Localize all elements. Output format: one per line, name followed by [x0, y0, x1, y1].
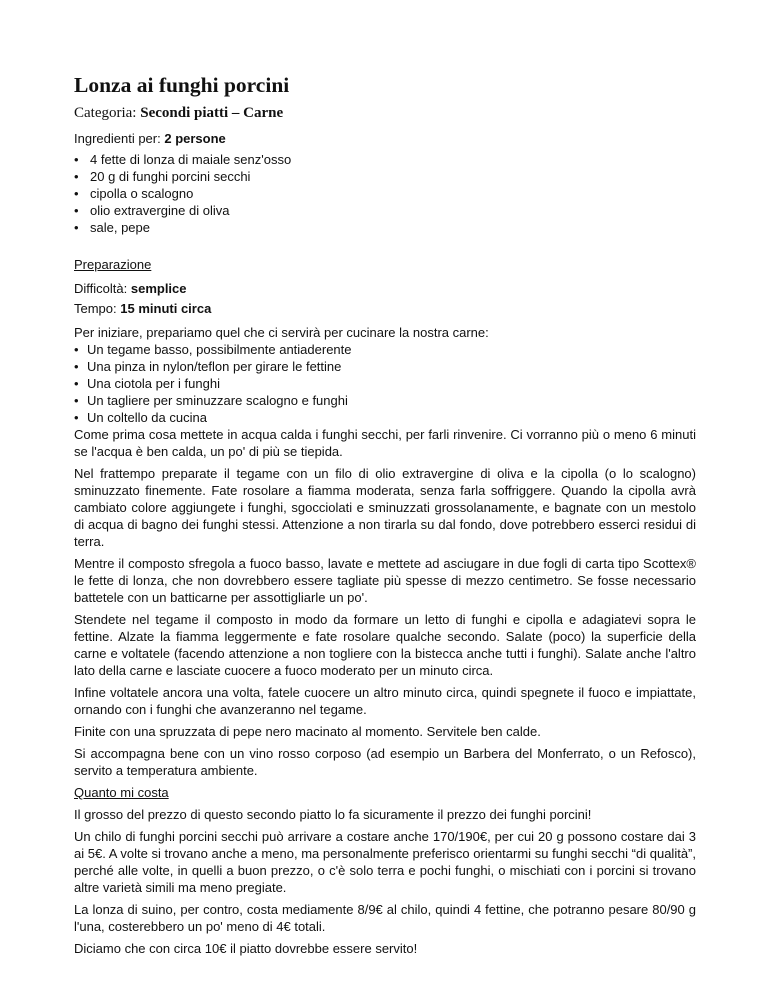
- ingredient-text: cipolla o scalogno: [90, 186, 194, 201]
- preparation-paragraph: Finite con una spruzzata di pepe nero macinato al momento. Servitele ben calde.: [74, 724, 541, 739]
- ingredient-text: 4 fette di lonza di maiale senz'osso: [90, 152, 292, 167]
- bullet: •: [74, 376, 79, 391]
- time-line: [74, 300, 696, 317]
- ingredient-item: [74, 219, 696, 236]
- ingredient-text: 20 g di funghi porcini secchi: [90, 169, 251, 184]
- bullet: •: [74, 359, 79, 374]
- category-value: Secondi piatti – Carne: [140, 105, 284, 121]
- servings-line: [74, 130, 696, 147]
- preparation-paragraph: Stendete nel tegame il composto in modo da formare un letto di funghi e cipolla e adagiatevi sopra le fettine. Alzate la fiamma leggermente e fate rosolare qualche secondo. Salate (poco) la superficie della carne e voltatele (facendo attenzione a non togliere con la bistecca anche tutti i funghi). Salate anche l'altro lato della carne e lasciate cuocere a fuoco moderato per un minuto circa.: [74, 612, 696, 678]
- tool-text: Una ciotola per i funghi: [87, 376, 220, 391]
- tool-item: [74, 375, 696, 392]
- cost-paragraph: La lonza di suino, per contro, costa mediamente 8/9€ al chilo, quindi 4 fettine, che potranno pesare 80/90 g l'una, costerebbero un po' meno di 4€ totali.: [74, 902, 696, 934]
- bullet: •: [74, 203, 79, 218]
- bullet: •: [74, 393, 79, 408]
- ingredient-item: [74, 202, 696, 219]
- preparation-paragraph: Infine voltatele ancora una volta, fatele cuocere un altro minuto circa, quindi spegnete il fuoco e impiattate, ornando con i funghi che avanzeranno nel tegame.: [74, 685, 696, 717]
- recipe-title: Lonza ai funghi porcini: [74, 73, 290, 97]
- ingredient-item: [74, 151, 696, 168]
- category-line: [74, 103, 283, 123]
- preparation-paragraph: Nel frattempo preparate il tegame con un filo di olio extravergine di oliva e la cipolla (o lo scalogno) sminuzzato finemente. Fate rosolare a fiamma moderata, senza farla soffriggere. Quando la cipolla avrà cambiato colore aggiungete i funghi, sgocciolati e sminuzzati grossolanamente, e bagnate con un mestolo di acqua di bagno dei funghi stessi. Attenzione a non tirarla su dal fondo, dove potrebbero esserci residui di terra.: [74, 466, 696, 549]
- ingredients-list: [74, 151, 696, 236]
- cost-paragraph: Un chilo di funghi porcini secchi può arrivare a costare anche 170/190€, per cui 20 g possono costare dai 3 ai 5€. A volte si trovano anche a meno, ma personalmente preferisco orientarmi su funghi secchi “di qualità”, perché alle volte, in quelli a buon prezzo, o c'è solo terra e pochi funghi, o mischiati con i porcini si trovano altre varietà simili ma meno pregiate.: [74, 829, 696, 895]
- bullet: •: [74, 186, 79, 201]
- ingredient-item: [74, 185, 696, 202]
- time-value: 15 minuti circa: [120, 301, 212, 316]
- servings-label: Ingredienti per:: [74, 131, 161, 146]
- tool-item: [74, 392, 696, 409]
- ingredients-section: [74, 130, 696, 236]
- difficulty-line: [74, 280, 696, 297]
- time-label: Tempo:: [74, 301, 117, 316]
- preparation-paragraph: Mentre il composto sfregola a fuoco basso, lavate e mettete ad asciugare in due fogli di carta tipo Scottex® le fette di lonza, che non dovrebbero essere tagliate più spesse di mezzo centimetro. Se fosse necessario battetele con un batticarne per assottigliarle un po'.: [74, 556, 696, 605]
- cost-paragraph: Diciamo che con circa 10€ il piatto dovrebbe essere servito!: [74, 941, 418, 956]
- bullet: •: [74, 169, 79, 184]
- ingredient-text: olio extravergine di oliva: [90, 203, 230, 218]
- bullet: •: [74, 152, 79, 167]
- cost-paragraph: Il grosso del prezzo di questo secondo piatto lo fa sicuramente il prezzo dei funghi porcini!: [74, 807, 592, 822]
- bullet: •: [74, 410, 79, 425]
- tool-item: [74, 409, 696, 426]
- servings-value: 2 persone: [164, 131, 226, 146]
- tool-item: [74, 341, 696, 358]
- tool-text: Un tegame basso, possibilmente antiaderente: [87, 342, 352, 357]
- preparation-paragraph: Come prima cosa mettete in acqua calda i funghi secchi, per farli rinvenire. Ci vorranno più o meno 6 minuti se l'acqua è ben calda, un po' di più se tiepida.: [74, 427, 696, 459]
- bullet: •: [74, 220, 79, 235]
- tool-item: [74, 358, 696, 375]
- preparation-heading: Preparazione: [74, 257, 152, 272]
- tool-text: Un coltello da cucina: [87, 410, 207, 425]
- tool-text: Un tagliere per sminuzzare scalogno e funghi: [87, 393, 348, 408]
- ingredient-text: sale, pepe: [90, 220, 150, 235]
- preparation-section: [74, 256, 696, 962]
- tool-text: Una pinza in nylon/teflon per girare le fettine: [87, 359, 342, 374]
- cost-heading: Quanto mi costa: [74, 785, 169, 800]
- ingredient-item: [74, 168, 696, 185]
- category-label: Categoria:: [74, 105, 137, 121]
- tools-list: [74, 341, 696, 426]
- preparation-intro: Per iniziare, prepariamo quel che ci servirà per cucinare la nostra carne:: [74, 325, 489, 340]
- difficulty-value: semplice: [130, 281, 187, 296]
- preparation-paragraph: Si accompagna bene con un vino rosso corposo (ad esempio un Barbera del Monferrato, o un Refosco), servito a temperatura ambiente.: [74, 746, 696, 778]
- bullet: •: [74, 342, 79, 357]
- difficulty-label: Difficoltà:: [74, 281, 128, 296]
